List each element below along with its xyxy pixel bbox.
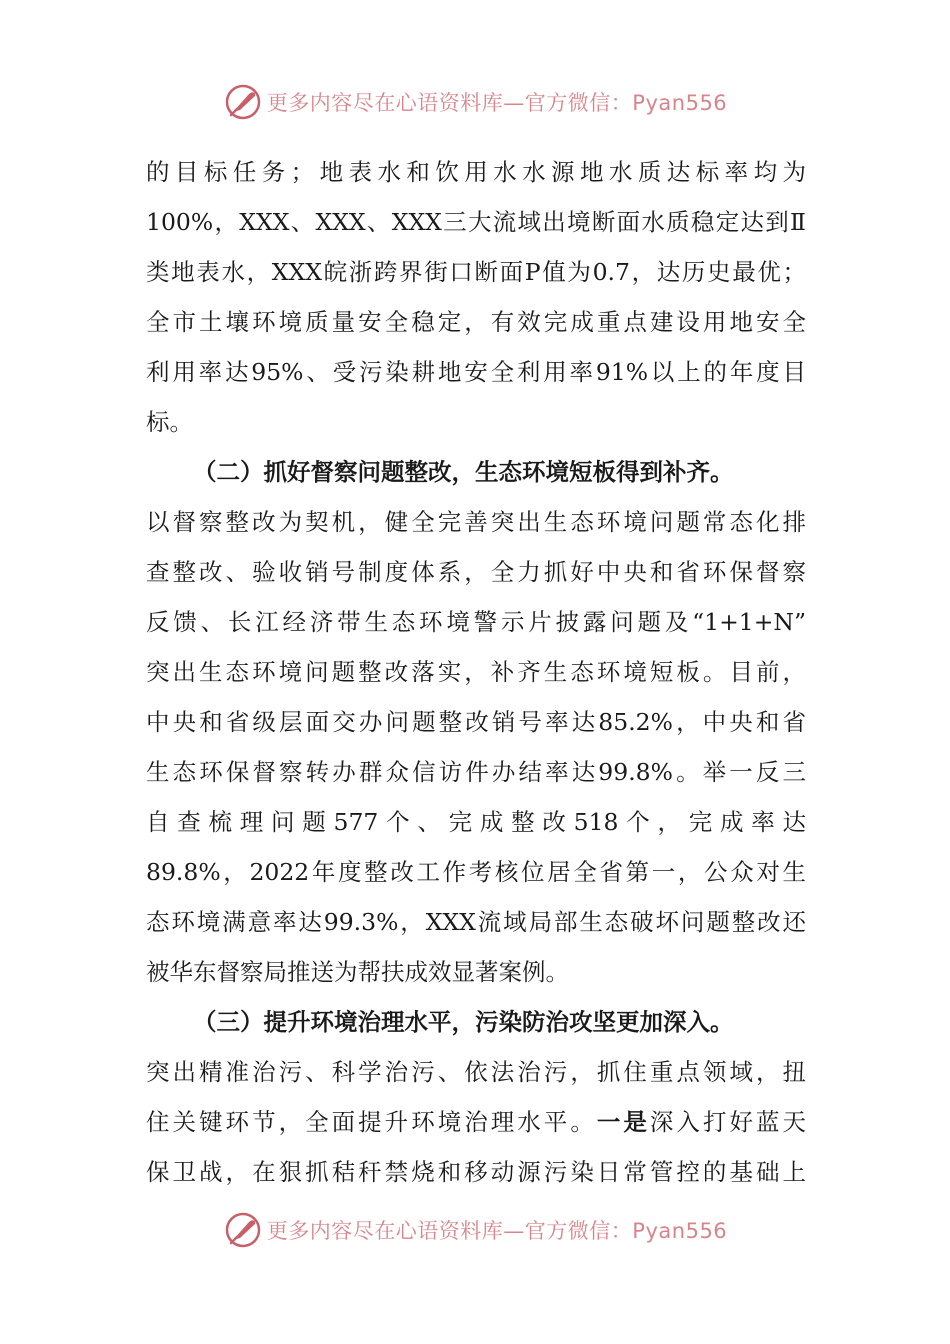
text-line: 态环境满意率达99.3%，XXX流域局部生态破坏问题整改还: [146, 908, 806, 936]
text-line: 利用率达95%、受污染耕地安全利用率91%以上的年度目: [146, 358, 806, 386]
watermark-text: 更多内容尽在心语资料库—官方微信：Pyan556: [266, 1219, 728, 1243]
text-line: 查整改、验收销号制度体系，全力抓好中央和省环保督察: [146, 558, 806, 586]
text-line: 标。: [146, 408, 193, 436]
text-line: 89.8%，2022年度整改工作考核位居全省第一，公众对生: [146, 858, 806, 886]
footer-watermark: [0, 1210, 950, 1250]
text-line: 突出精准治污、科学治污、依法治污，抓住重点领域，扭: [146, 1058, 806, 1086]
text-line: 反馈、长江经济带生态环境警示片披露问题及“1+1+N”: [146, 608, 806, 636]
text-segment: 深入打好蓝天: [649, 1108, 806, 1136]
text-line: 类地表水，XXX皖浙跨界街口断面P值为0.7，达历史最优；: [146, 258, 806, 286]
bold-lead-phrase: 一是: [596, 1108, 650, 1136]
quill-logo-icon: [223, 1210, 263, 1250]
header-watermark: [0, 82, 950, 122]
text-line: 突出生态环境问题整改落实，补齐生态环境短板。目前，: [146, 658, 806, 686]
text-line: 被华东督察局推送为帮扶成效显著案例。: [146, 958, 569, 986]
section-heading-2: （二）抓好督察问题整改，生态环境短板得到补齐。: [193, 458, 734, 486]
section-heading-3: （三）提升环境治理水平，污染防治攻坚更加深入。: [193, 1008, 734, 1036]
text-line: 保卫战，在狠抓秸秆禁烧和移动源污染日常管控的基础上: [146, 1158, 806, 1186]
text-line: [146, 1097, 806, 1147]
text-line: 以督察整改为契机，健全完善突出生态环境问题常态化排: [146, 508, 806, 536]
text-segment: 住关键环节，全面提升环境治理水平。: [146, 1108, 597, 1136]
text-line: 自查梳理问题577个、完成整改518个，完成率达: [146, 808, 806, 836]
text-line: 中央和省级层面交办问题整改销号率达85.2%，中央和省: [146, 708, 806, 736]
text-line: 100%，XXX、XXX、XXX三大流域出境断面水质稳定达到Ⅱ: [146, 208, 806, 236]
text-line: 的目标任务；地表水和饮用水水源地水质达标率均为: [146, 158, 806, 186]
text-line: 全市土壤环境质量安全稳定，有效完成重点建设用地安全: [146, 308, 806, 336]
document-body: [146, 147, 806, 1197]
text-line: 生态环保督察转办群众信访件办结率达99.8%。举一反三: [146, 758, 806, 786]
watermark-text: 更多内容尽在心语资料库—官方微信：Pyan556: [266, 91, 728, 115]
quill-logo-icon: [223, 82, 263, 122]
